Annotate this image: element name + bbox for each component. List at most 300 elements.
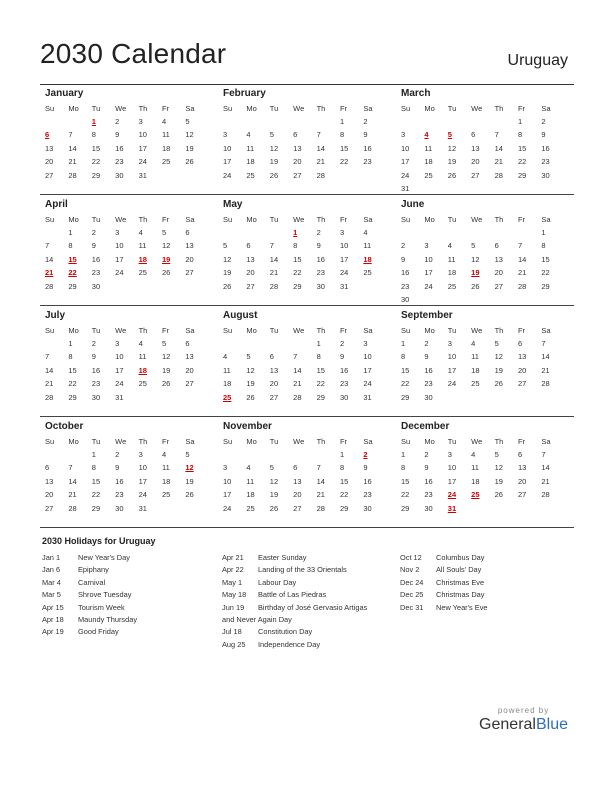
powered-by-text: powered by — [497, 706, 550, 715]
weekday-label: Tu — [91, 104, 101, 113]
day-cell: 17 — [138, 143, 147, 153]
day-cell: 18 — [246, 490, 255, 500]
day-cell: 6 — [185, 228, 190, 237]
day-cell: 13 — [45, 143, 54, 153]
holiday-column — [222, 552, 367, 651]
day-cell: 11 — [161, 130, 170, 140]
day-cell: 22 — [401, 490, 410, 500]
day-cell: 6 — [471, 130, 476, 140]
day-cell: 27 — [185, 379, 194, 389]
day-cell: 13 — [517, 352, 527, 362]
day-cell: 13 — [269, 365, 279, 375]
empty-cell — [316, 115, 339, 128]
day-cell: 17 — [401, 157, 410, 167]
month-november — [218, 419, 396, 527]
weekday-label: We — [115, 104, 127, 113]
day-cell: 22 — [91, 490, 101, 500]
holiday-day: 31 — [447, 503, 457, 513]
weekday-label: Su — [401, 437, 411, 446]
day-cell: 28 — [517, 281, 527, 291]
day-cell: 3 — [424, 241, 429, 251]
day-cell: 21 — [316, 157, 325, 167]
day-cell: 7 — [269, 241, 274, 251]
weekday-label: Sa — [541, 104, 551, 113]
day-cell: 25 — [138, 268, 147, 278]
calendar-grid — [40, 86, 574, 528]
day-cell: 8 — [91, 130, 96, 140]
holiday-name: Easter Sunday — [258, 553, 307, 562]
weekday-label: Mo — [424, 104, 435, 113]
day-cell: 11 — [424, 143, 433, 153]
day-cell: 8 — [68, 352, 73, 362]
day-cell: 10 — [424, 254, 433, 264]
weekday-header — [44, 102, 212, 115]
weekday-label: Th — [316, 215, 326, 224]
day-cell: 6 — [494, 241, 499, 251]
day-cell: 4 — [161, 117, 167, 126]
weekday-header — [222, 213, 390, 226]
day-cell: 7 — [316, 463, 321, 473]
day-cell: 30 — [424, 503, 433, 513]
day-cell: 30 — [91, 392, 101, 402]
day-cell: 18 — [424, 157, 433, 167]
weekday-label: Sa — [185, 104, 195, 113]
day-grid — [44, 337, 212, 404]
holiday-item — [222, 639, 367, 651]
day-grid — [400, 226, 568, 306]
holiday-date: Apr 19 — [42, 627, 64, 637]
day-cell: 25 — [246, 170, 255, 180]
weekday-label: We — [293, 104, 305, 113]
day-cell: 24 — [339, 268, 349, 278]
holiday-name: Independence Day — [258, 639, 321, 649]
weekday-label: Th — [316, 326, 326, 335]
day-cell: 23 — [91, 268, 101, 278]
day-cell: 13 — [293, 143, 302, 153]
holiday-date: May 18 — [222, 590, 247, 600]
weekday-label: Th — [316, 437, 326, 446]
weekday-label: We — [115, 437, 127, 446]
day-cell: 12 — [161, 352, 171, 362]
day-cell: 27 — [269, 392, 279, 402]
day-cell: 6 — [45, 463, 50, 473]
holiday-item — [42, 577, 137, 589]
day-cell: 31 — [138, 503, 147, 513]
weekday-label: Tu — [269, 326, 279, 335]
empty-cell — [222, 226, 245, 239]
day-cell: 22 — [339, 157, 349, 167]
day-cell: 2 — [424, 339, 429, 348]
day-cell: 2 — [91, 228, 96, 237]
weekday-label: Mo — [246, 437, 257, 446]
day-cell: 25 — [447, 281, 457, 291]
holiday-date: Dec 24 — [400, 577, 424, 587]
holiday-name: Good Friday — [78, 627, 119, 637]
day-cell: 23 — [541, 157, 550, 167]
holiday-item — [400, 564, 488, 576]
day-cell: 28 — [293, 392, 302, 402]
weekday-label: We — [293, 326, 305, 335]
weekday-label: Th — [316, 104, 326, 113]
holiday-item — [222, 589, 367, 601]
day-cell: 14 — [45, 254, 54, 264]
day-cell: 24 — [424, 281, 433, 291]
holiday-item — [222, 552, 367, 564]
holiday-name: Shrove Tuesday — [78, 590, 132, 600]
day-cell: 14 — [316, 143, 325, 153]
day-cell: 17 — [115, 254, 124, 264]
day-cell: 7 — [45, 352, 50, 362]
empty-cell — [316, 448, 339, 461]
day-cell: 21 — [541, 365, 550, 375]
month-march — [396, 86, 574, 194]
weekday-label: Fr — [161, 104, 170, 113]
day-cell: 7 — [68, 463, 73, 473]
day-cell: 16 — [363, 476, 372, 486]
empty-cell — [400, 115, 423, 128]
day-cell: 30 — [115, 503, 124, 513]
day-cell: 25 — [138, 379, 147, 389]
holiday-name: Maundy Thursday — [78, 614, 138, 624]
day-cell: 7 — [517, 241, 523, 251]
month-january — [40, 86, 218, 194]
empty-cell — [269, 337, 292, 350]
day-cell: 15 — [517, 143, 527, 153]
day-cell: 23 — [424, 490, 433, 500]
weekday-label: Sa — [363, 104, 373, 113]
weekday-label: Fr — [339, 215, 348, 224]
day-cell: 10 — [447, 352, 457, 362]
weekday-label: Sa — [185, 437, 195, 446]
month-name: October — [45, 421, 84, 432]
month-may — [218, 197, 396, 305]
day-cell: 17 — [339, 254, 349, 264]
weekday-label: Mo — [68, 437, 79, 446]
month-september — [396, 308, 574, 416]
holiday-name: Epiphany — [78, 565, 109, 575]
holiday-item — [400, 602, 488, 614]
day-cell: 4 — [363, 228, 368, 237]
day-cell: 20 — [185, 365, 194, 375]
day-cell: 31 — [363, 392, 372, 402]
day-cell: 14 — [68, 476, 77, 486]
weekday-label: Mo — [246, 104, 257, 113]
day-cell: 29 — [293, 281, 302, 291]
day-cell: 26 — [494, 379, 503, 389]
empty-cell — [517, 226, 540, 239]
day-cell: 9 — [424, 352, 429, 362]
day-cell: 29 — [401, 503, 410, 513]
day-cell: 23 — [363, 490, 372, 500]
day-grid — [400, 115, 568, 195]
day-cell: 20 — [293, 490, 302, 500]
holiday-day: 25 — [223, 392, 232, 402]
day-cell: 6 — [185, 339, 190, 348]
day-cell: 16 — [424, 365, 433, 375]
day-cell: 18 — [161, 143, 171, 153]
month-february — [218, 86, 396, 194]
day-cell: 22 — [541, 268, 550, 278]
weekday-label: Mo — [246, 215, 257, 224]
holiday-name: Landing of the 33 Orientals — [258, 565, 347, 575]
day-cell: 17 — [363, 365, 372, 375]
weekday-label: Su — [45, 104, 55, 113]
day-cell: 21 — [494, 157, 503, 167]
weekday-label: Tu — [91, 215, 101, 224]
day-cell: 5 — [246, 352, 251, 362]
weekday-label: Th — [138, 326, 148, 335]
day-cell: 26 — [223, 281, 232, 291]
day-cell: 16 — [541, 143, 550, 153]
day-cell: 12 — [185, 130, 194, 140]
day-cell: 3 — [223, 463, 228, 473]
day-cell: 5 — [471, 241, 476, 251]
day-cell: 5 — [185, 450, 190, 459]
day-cell: 13 — [471, 143, 480, 153]
weekday-label: Tu — [447, 104, 457, 113]
day-cell: 30 — [91, 281, 101, 291]
weekday-label: Tu — [447, 215, 457, 224]
day-cell: 14 — [541, 352, 550, 362]
day-cell: 27 — [494, 281, 503, 291]
day-cell: 1 — [339, 117, 345, 126]
weekday-label: Sa — [363, 326, 373, 335]
holiday-day: 18 — [363, 254, 372, 264]
holiday-item — [222, 577, 367, 589]
day-cell: 30 — [541, 170, 550, 180]
month-october — [40, 419, 218, 527]
holiday-date: Apr 21 — [222, 553, 244, 562]
day-cell: 25 — [161, 490, 171, 500]
day-cell: 10 — [363, 352, 372, 362]
day-cell: 4 — [161, 450, 167, 459]
day-cell: 3 — [447, 339, 452, 348]
day-cell: 14 — [316, 476, 325, 486]
weekday-label: Tu — [269, 215, 279, 224]
holiday-date: Apr 18 — [42, 614, 64, 624]
month-name: November — [223, 421, 272, 432]
day-cell: 8 — [339, 463, 345, 473]
weekday-label: Tu — [269, 104, 279, 113]
day-cell: 20 — [517, 365, 527, 375]
day-cell: 7 — [68, 130, 73, 140]
day-cell: 8 — [293, 241, 298, 251]
day-cell: 8 — [517, 130, 523, 140]
day-cell: 3 — [447, 450, 452, 459]
holiday-name: Columbus Day — [436, 553, 485, 562]
day-cell: 28 — [494, 170, 503, 180]
weekday-label: We — [293, 437, 305, 446]
day-cell: 12 — [161, 241, 171, 251]
day-cell: 20 — [185, 254, 194, 264]
day-cell: 5 — [223, 241, 228, 251]
day-cell: 5 — [185, 117, 190, 126]
day-cell: 9 — [91, 241, 96, 251]
day-cell: 10 — [339, 241, 349, 251]
day-cell: 13 — [293, 476, 302, 486]
day-cell: 15 — [401, 365, 410, 375]
day-cell: 11 — [138, 241, 147, 251]
day-cell: 10 — [115, 241, 124, 251]
brand-general: General — [479, 716, 536, 733]
day-cell: 22 — [91, 157, 101, 167]
day-cell: 24 — [138, 490, 147, 500]
day-cell: 19 — [185, 476, 194, 486]
day-cell: 11 — [471, 463, 479, 473]
holiday-day: 19 — [471, 268, 480, 278]
day-cell: 30 — [115, 170, 124, 180]
empty-cell — [222, 115, 245, 128]
empty-cell — [67, 115, 90, 128]
holiday-item — [400, 577, 488, 589]
day-cell: 26 — [269, 170, 279, 180]
holiday-name: New Year's Day — [78, 553, 130, 562]
day-cell: 4 — [471, 450, 476, 459]
day-cell: 18 — [471, 476, 480, 486]
day-cell: 3 — [363, 339, 368, 348]
day-cell: 19 — [269, 490, 279, 500]
day-cell: 10 — [138, 130, 147, 140]
day-cell: 23 — [115, 490, 124, 500]
day-cell: 27 — [45, 503, 54, 513]
day-cell: 21 — [269, 268, 279, 278]
weekday-label: Fr — [517, 104, 526, 113]
weekday-header — [44, 435, 212, 448]
holiday-day: 24 — [447, 490, 457, 500]
generalblue-logo — [479, 706, 568, 734]
holiday-date: Aug 25 — [222, 639, 246, 649]
weekday-header — [222, 324, 390, 337]
day-cell: 29 — [401, 392, 410, 402]
day-cell: 16 — [424, 476, 433, 486]
day-cell: 11 — [223, 365, 231, 375]
day-cell: 27 — [471, 170, 480, 180]
day-cell: 4 — [447, 241, 452, 251]
month-name: January — [45, 88, 84, 99]
weekday-label: Su — [401, 326, 411, 335]
weekday-label: Mo — [424, 437, 435, 446]
day-cell: 13 — [45, 476, 54, 486]
weekday-label: Sa — [185, 326, 195, 335]
holiday-column — [42, 552, 137, 639]
holiday-date: Jun 19 — [222, 602, 245, 612]
holiday-date: Apr 22 — [222, 565, 244, 575]
day-cell: 2 — [316, 228, 321, 237]
day-cell: 9 — [363, 130, 368, 140]
holiday-date: Oct 12 — [400, 553, 422, 562]
day-cell: 30 — [363, 503, 372, 513]
day-cell: 18 — [246, 157, 255, 167]
day-cell: 29 — [541, 281, 550, 291]
weekday-label: We — [471, 215, 483, 224]
day-cell: 12 — [223, 254, 232, 264]
day-cell: 27 — [517, 490, 527, 500]
weekday-label: Mo — [246, 326, 257, 335]
day-cell: 15 — [401, 476, 410, 486]
day-cell: 3 — [115, 339, 120, 348]
holiday-item — [42, 614, 137, 626]
day-cell: 26 — [185, 490, 194, 500]
day-cell: 7 — [316, 130, 321, 140]
holiday-name-continuation: and Never Again Day — [222, 614, 292, 624]
empty-cell — [269, 115, 292, 128]
day-cell: 23 — [339, 379, 349, 389]
weekday-header — [400, 324, 568, 337]
day-cell: 17 — [138, 476, 147, 486]
day-grid — [222, 448, 390, 515]
weekday-label: Fr — [339, 437, 348, 446]
weekday-label: Su — [401, 104, 411, 113]
day-grid — [400, 448, 568, 515]
empty-cell — [67, 448, 90, 461]
weekday-header — [400, 213, 568, 226]
holiday-item — [42, 602, 137, 614]
day-cell: 27 — [45, 170, 54, 180]
weekday-label: Mo — [424, 215, 435, 224]
day-cell: 14 — [68, 143, 77, 153]
day-cell: 8 — [339, 130, 345, 140]
day-cell: 28 — [68, 503, 77, 513]
weekday-label: Su — [401, 215, 411, 224]
holiday-date: May 1 — [222, 577, 243, 587]
day-cell: 14 — [45, 365, 54, 375]
holiday-column — [400, 552, 488, 614]
empty-cell — [292, 448, 315, 461]
empty-cell — [292, 337, 315, 350]
day-cell: 9 — [115, 130, 120, 140]
weekday-label: Mo — [68, 215, 79, 224]
day-cell: 29 — [91, 503, 101, 513]
day-cell: 24 — [115, 268, 124, 278]
day-cell: 16 — [115, 476, 124, 486]
weekday-label: We — [471, 104, 483, 113]
day-cell: 8 — [316, 352, 321, 362]
day-cell: 22 — [401, 379, 410, 389]
day-cell: 30 — [424, 392, 433, 402]
day-cell: 4 — [138, 228, 143, 237]
day-cell: 28 — [541, 379, 550, 389]
holiday-day: 5 — [447, 130, 452, 140]
weekday-label: Th — [138, 437, 148, 446]
day-cell: 26 — [161, 268, 171, 278]
day-cell: 24 — [363, 379, 372, 389]
month-name: July — [45, 310, 66, 321]
weekday-label: Sa — [363, 437, 373, 446]
day-cell: 29 — [68, 281, 77, 291]
weekday-header — [400, 102, 568, 115]
day-cell: 29 — [517, 170, 527, 180]
holiday-item — [222, 564, 367, 576]
holiday-name: Carnival — [78, 577, 106, 587]
day-cell: 19 — [223, 268, 232, 278]
day-cell: 3 — [223, 130, 228, 140]
day-cell: 3 — [115, 228, 120, 237]
day-cell: 20 — [293, 157, 302, 167]
day-cell: 30 — [401, 294, 410, 304]
month-name: August — [223, 310, 258, 321]
empty-cell — [245, 448, 268, 461]
month-row — [40, 86, 574, 195]
day-cell: 2 — [363, 117, 368, 126]
weekday-label: We — [115, 215, 127, 224]
day-cell: 10 — [223, 143, 232, 153]
day-cell: 27 — [185, 268, 194, 278]
day-cell: 13 — [246, 254, 255, 264]
empty-cell — [44, 115, 67, 128]
day-cell: 17 — [447, 476, 457, 486]
holiday-date: Mar 5 — [42, 590, 61, 600]
day-cell: 19 — [185, 143, 194, 153]
